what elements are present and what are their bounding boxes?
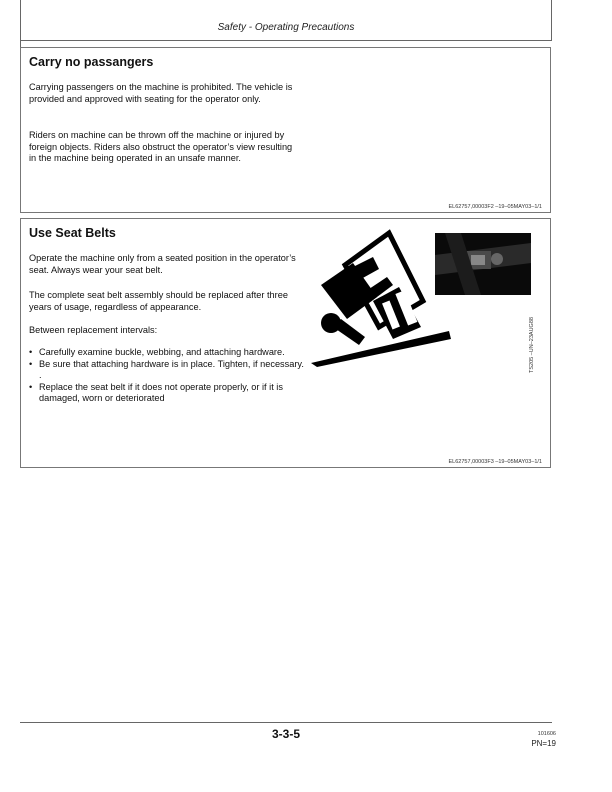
- list-item: • Replace the seat belt if it does not operate properly, or if it is damaged, worn or deteriorated: [29, 382, 304, 405]
- page-header: Safety - Operating Precautions: [217, 22, 355, 33]
- section-use-seat-belts: [20, 218, 551, 468]
- section-carry-no-passengers: [20, 47, 551, 213]
- section-title: Use Seat Belts: [29, 226, 116, 240]
- paragraph: Between replacement intervals:: [29, 325, 158, 335]
- header-rule: [20, 40, 552, 41]
- paragraph: The complete seat belt assembly should be replaced after three years of usage, regardless of appearance.: [29, 290, 288, 312]
- section-title: Carry no passangers: [29, 55, 154, 69]
- seat-belt-photo: [435, 233, 531, 295]
- rollover-warning-illustration: [303, 227, 453, 367]
- paragraph: Operate the machine only from a seated position in the operator’s seat. Always wear your seat belt.: [29, 253, 296, 275]
- document-code: 101606: [537, 731, 556, 737]
- pn-number: PN=19: [531, 739, 556, 748]
- page-number: 3-3-5: [271, 727, 300, 741]
- replacement-checklist: [29, 347, 304, 405]
- paragraph: Riders on machine can be thrown off the machine or injured by foreign objects. Riders also obstruct the operator’s view resulting in the machine being operated in an unsafe manner.: [29, 130, 293, 164]
- list-item: • Be sure that attaching hardware is in place. Tighten, if necessary. .: [29, 359, 304, 382]
- reference-code: EL62757,00003F3 –19–05MAY03–1/1: [448, 459, 542, 465]
- footer-rule: [20, 722, 552, 723]
- paragraph: Carrying passengers on the machine is prohibited. The vehicle is provided and approved with seating for the operator only.: [29, 82, 293, 104]
- right-margin-line: [551, 0, 552, 40]
- reference-code: EL62757,00003F2 –19–05MAY03–1/1: [448, 204, 542, 210]
- image-id: TS205 –UN–23AUG88: [529, 317, 535, 373]
- list-item: • Carefully examine buckle, webbing, and attaching hardware.: [29, 347, 304, 359]
